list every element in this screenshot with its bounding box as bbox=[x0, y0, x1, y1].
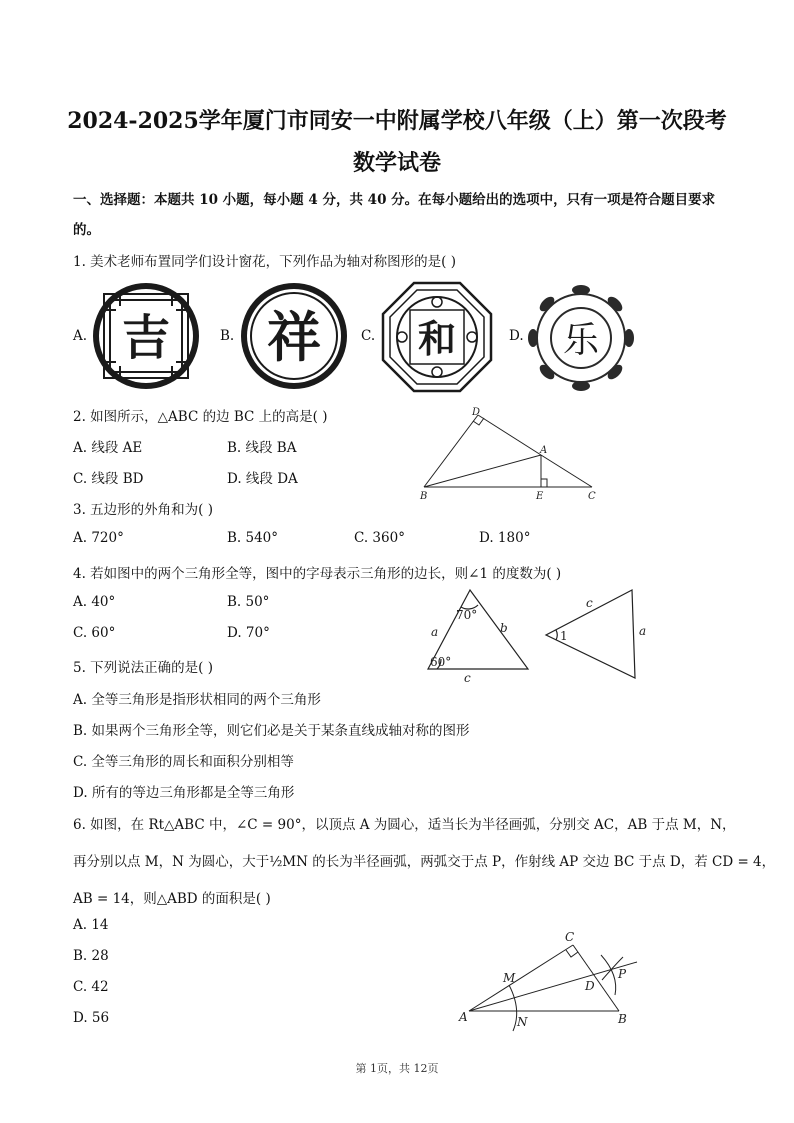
q1-option-d-label: D. bbox=[509, 328, 524, 344]
q2-point-c: C bbox=[588, 491, 596, 502]
q4-side-a-left: a bbox=[431, 625, 439, 639]
q4-stem: 4. 若如图中的两个三角形全等，图中的字母表示三角形的边长，则∠1 的度数为( ) bbox=[73, 566, 562, 582]
exam-subtitle: 数学试卷 bbox=[352, 150, 441, 176]
q3-stem: 3. 五边形的外角和为( ) bbox=[73, 502, 213, 518]
q2-stem: 2. 如图所示，△ABC 的边 BC 上的高是( ) bbox=[73, 409, 328, 425]
q4-side-c-left: c bbox=[464, 671, 471, 685]
q1-char-b: 祥 bbox=[267, 305, 321, 369]
q6-line1: 6. 如图，在 Rt△ABC 中，∠C = 90°，以顶点 A 为圆心，适当长为半径画弧，分别交 AC，AB 于点 M，N， bbox=[73, 817, 736, 833]
q4-option-d: D. 70° bbox=[227, 625, 270, 641]
q1-char-c: 和 bbox=[417, 316, 457, 361]
q5-stem: 5. 下列说法正确的是( ) bbox=[73, 660, 213, 676]
q1-figure-d bbox=[525, 282, 637, 394]
q2-point-e: E bbox=[536, 491, 544, 502]
q6-point-b: B bbox=[618, 1012, 627, 1026]
q6-option-b: B. 28 bbox=[73, 948, 109, 964]
q6-point-a: A bbox=[459, 1010, 468, 1024]
q4-angle-60: 60° bbox=[430, 655, 452, 669]
q1-char-a: 吉 bbox=[121, 310, 171, 366]
q1-figure-c bbox=[380, 280, 494, 394]
q4-figure bbox=[410, 585, 670, 685]
q4-side-b: b bbox=[500, 621, 508, 635]
q3-option-b: B. 540° bbox=[227, 530, 279, 546]
q6-point-m: M bbox=[503, 971, 516, 985]
q2-option-d: D. 线段 DA bbox=[227, 471, 298, 487]
q1-option-a-label: A. bbox=[73, 328, 88, 344]
q4-option-c: C. 60° bbox=[73, 625, 116, 641]
q4-option-a: A. 40° bbox=[73, 594, 116, 610]
q2-figure bbox=[410, 405, 610, 505]
q2-point-b: B bbox=[420, 491, 428, 502]
q6-figure bbox=[455, 925, 645, 1035]
q5-option-d: D. 所有的等边三角形都是全等三角形 bbox=[73, 785, 295, 801]
q5-option-a: A. 全等三角形是指形状相同的两个三角形 bbox=[73, 692, 321, 708]
q1-stem: 1. 美术老师布置同学们设计窗花，下列作品为轴对称图形的是( ) bbox=[73, 254, 456, 270]
q3-option-d: D. 180° bbox=[479, 530, 531, 546]
q1-option-b-label: B. bbox=[220, 328, 235, 344]
q2-point-d: D bbox=[472, 407, 481, 418]
q2-option-b: B. 线段 BA bbox=[227, 440, 297, 456]
q6-point-n: N bbox=[517, 1015, 528, 1029]
q6-point-c: C bbox=[565, 930, 575, 944]
section-heading-cont: 的。 bbox=[73, 222, 100, 238]
q6-point-p: P bbox=[618, 967, 627, 981]
exam-title: 2024-2025学年厦门市同安一中附属学校八年级（上）第一次段考 bbox=[67, 108, 727, 134]
q1-figure-b bbox=[238, 280, 350, 392]
q6-option-a: A. 14 bbox=[73, 917, 109, 933]
q4-side-a-right: a bbox=[639, 624, 647, 638]
q4-option-b: B. 50° bbox=[227, 594, 270, 610]
q6-line3: AB = 14，则△ABD 的面积是( ) bbox=[73, 891, 271, 907]
q4-angle-70: 70° bbox=[456, 608, 478, 622]
q5-option-c: C. 全等三角形的周长和面积分别相等 bbox=[73, 754, 294, 770]
q6-point-d: D bbox=[585, 979, 595, 993]
q1-figure-a bbox=[90, 280, 202, 392]
q3-option-c: C. 360° bbox=[354, 530, 405, 546]
q6-option-c: C. 42 bbox=[73, 979, 109, 995]
q2-option-c: C. 线段 BD bbox=[73, 471, 144, 487]
q3-option-a: A. 720° bbox=[73, 530, 124, 546]
section-heading: 一、选择题：本题共 10 小题，每小题 4 分，共 40 分。在每小题给出的选项中，只有一项是符合题目要求 bbox=[73, 192, 716, 208]
q1-char-d: 乐 bbox=[562, 320, 600, 361]
page-footer: 第 1页，共 12页 bbox=[355, 1062, 439, 1075]
q4-side-c-right: c bbox=[586, 596, 593, 610]
q5-option-b: B. 如果两个三角形全等，则它们必是关于某条直线成轴对称的图形 bbox=[73, 723, 470, 739]
q1-option-c-label: C. bbox=[361, 328, 376, 344]
q2-option-a: A. 线段 AE bbox=[73, 440, 143, 456]
q4-angle-1: 1 bbox=[560, 629, 568, 643]
q2-point-a: A bbox=[540, 445, 548, 456]
q6-option-d: D. 56 bbox=[73, 1010, 110, 1026]
q6-line2: 再分别以点 M，N 为圆心，大于½MN 的长为半径画弧，两弧交于点 P，作射线 AP 交边 BC 于点 D，若 CD = 4， bbox=[73, 854, 776, 870]
